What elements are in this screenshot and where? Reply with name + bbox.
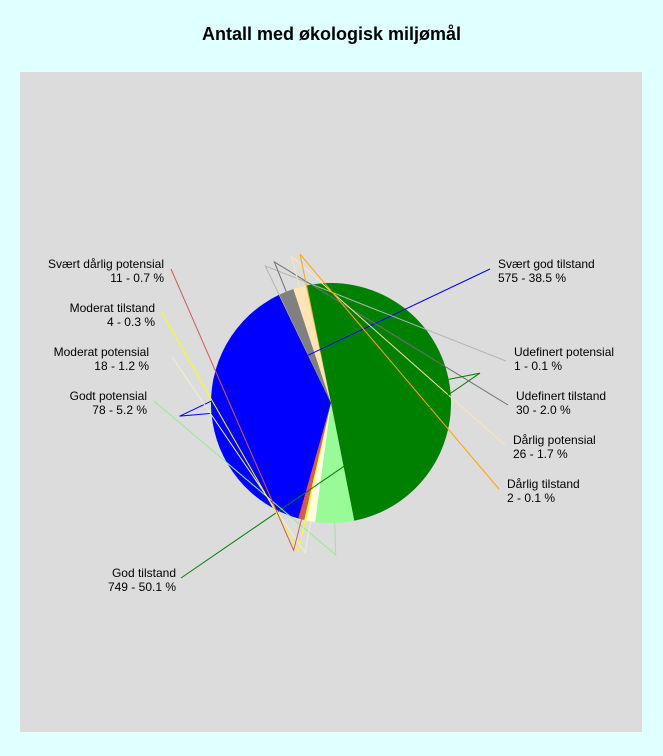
- slice-name-label: Dårlig potensial: [513, 433, 596, 447]
- slice-name-label: Svært dårlig potensial: [47, 257, 164, 271]
- slice-value-label: 18 - 1.2 %: [94, 359, 149, 373]
- slice-name-label: Svært god tilstand: [498, 257, 595, 271]
- slice-value-label: 749 - 50.1 %: [107, 580, 176, 594]
- slice-value-label: 11 - 0.7 %: [110, 271, 164, 285]
- slice-name-label: Godt potensial: [69, 389, 147, 403]
- slice-value-label: 30 - 2.0 %: [516, 403, 571, 417]
- slice-name-label: Udefinert potensial: [514, 345, 615, 359]
- slice-value-label: 1 - 0.1 %: [514, 359, 563, 373]
- slice-name-label: God tilstand: [111, 566, 176, 580]
- slice-name-label: Moderat potensial: [53, 345, 149, 359]
- chart-title: Antall med økologisk miljømål: [201, 24, 462, 44]
- slice-name-label: Dårlig tilstand: [507, 477, 580, 491]
- slice-value-label: 2 - 0.1 %: [507, 491, 556, 505]
- slice-value-label: 26 - 1.7 %: [513, 447, 568, 461]
- slice-name-label: Moderat tilstand: [69, 301, 155, 315]
- slice-name-label: Udefinert tilstand: [516, 389, 607, 403]
- slice-value-label: 78 - 5.2 %: [92, 403, 147, 417]
- slice-value-label: 4 - 0.3 %: [106, 315, 155, 329]
- slice-value-label: 575 - 38.5 %: [498, 271, 567, 285]
